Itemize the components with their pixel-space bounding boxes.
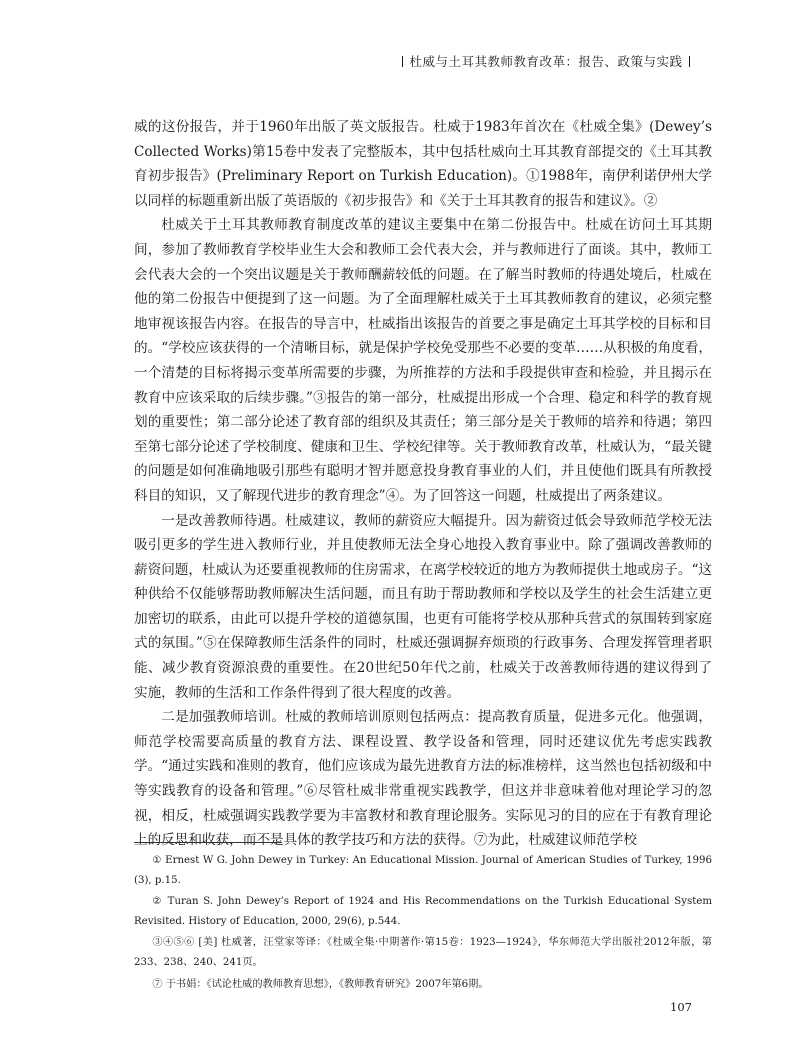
running-head <box>396 52 696 70</box>
running-head-bar-left <box>402 56 404 67</box>
footnotes <box>134 851 712 996</box>
body-paragraph-1: 威的这份报告，并于1960年出版了英文版报告。杜威于1983年首次在《杜威全集》(Dewey’s Collected Works)第15卷中发表了完整版本，其中包括杜威向土耳其教育部提交的《土耳其教育初步报告》(Preliminary Report on Turkish Education)。①1988年，南伊利诺伊州大学以同样的标题重新出版了英语版的《初步报告》和《关于土耳其教育的报告和建议》。② <box>134 119 712 209</box>
page-number: 107 <box>670 1000 692 1014</box>
footnote-1: ① Ernest W G. John Dewey in Turkey: An Educational Mission. Journal of American Studies of Turkey, 1996 (3), p.15. <box>134 855 712 886</box>
body-paragraph-2: 杜威关于土耳其教师教育制度改革的建议主要集中在第二份报告中。杜威在访问土耳其期间，参加了教师教育学校毕业生大会和教师工会代表大会，并与教师进行了面谈。其中，教师工会代表大会的一个突出议题是关于教师酬薪较低的问题。在了解当时教师的待遇处境后，杜威在他的第二份报告中便提到了这一问题。为了全面理解杜威关于土耳其教师教育的建议，必须完整地审视该报告内容。在报告的导言中，杜威指出该报告的首要之事是确定土耳其学校的目标和目的。“学校应该获得的一个清晰目标，就是保护学校免受那些不必要的变革……从积极的角度看，一个清楚的目标将揭示变革所需要的步骤，为所推荐的方法和手段提供审查和检验，并且揭示在教育中应该采取的后续步骤。”③报告的第一部分，杜威提出形成一个合理、稳定和科学的教育规划的重要性；第二部分论述了教育部的组织及其责任；第三部分是关于教师的培养和待遇；第四至第七部分论述了学校制度、健康和卫生、学校纪律等。关于教师教育改革，杜威认为，“最关键的问题是如何准确地吸引那些有聪明才智并愿意投身教育事业的人们，并且使他们既具有所教授科目的知识，又了解现代进步的教育理念”④。为了回答这一问题，杜威提出了两条建议。 <box>134 217 712 504</box>
body-paragraph-3: 一是改善教师待遇。杜威建议，教师的薪资应大幅提升。因为薪资过低会导致师范学校无法吸引更多的学生进入教师行业，并且使教师无法全身心地投入教育事业中。除了强调改善教师的薪资问题，杜威认为还要重视教师的住房需求，在离学校较近的地方为教师提供土地或房子。“这种供给不仅能够帮助教师解决生活问题，而且有助于帮助教师和学校以及学生的社会生活建立更加密切的联系，由此可以提升学校的道德氛围，也更有可能将学校从那种兵营式的氛围转到家庭式的氛围。”⑤在保障教师生活条件的同时，杜威还强调摒弃烦琐的行政事务、合理发挥管理者职能、减少教育资源浪费的重要性。在20世纪50年代之前，杜威关于改善教师待遇的建议得到了实施，教师的生活和工作条件得到了很大程度的改善。 <box>134 512 712 701</box>
running-head-title: 杜威与土耳其教师教育改革：报告、政策与实践 <box>409 54 683 69</box>
running-head-bar-right <box>689 56 691 67</box>
body-paragraph-4: 二是加强教师培训。杜威的教师培训原则包括两点：提高教育质量，促进多元化。他强调，师范学校需要高质量的教育方法、课程设置、教学设备和管理，同时还建议优先考虑实践教学。“通过实践和准则的教育，他们应该成为最先进教育方法的标准榜样，这当然也包括初级和中等实践教育的设备和管理。”⑥尽管杜威非常重视实践教学，但这并非意味着他对理论学习的忽视，相反，杜威强调实践教学要为丰富教材和教育理论服务。实际见习的目的应在于有教育理论上的反思和收获，而不是具体的教学技巧和方法的获得。⑦为此，杜威建议师范学校 <box>134 709 712 849</box>
footnote-3: ③④⑤⑥ [美] 杜威著，汪堂家等译：《杜威全集·中期著作·第15卷：1923—1924》，华东师范大学出版社2012年版，第233、238、240、241页。 <box>134 937 712 968</box>
footnote-divider <box>134 842 282 843</box>
footnote-2: ② Turan S. John Dewey’s Report of 1924 and His Recommendations on the Turkish Educational System Revisited. History of Education, 2000, 29(6), p.544. <box>134 896 712 927</box>
body-text <box>134 115 712 853</box>
footnote-4: ⑦ 于书娟：《试论杜威的教师教育思想》，《教师教育研究》2007年第6期。 <box>152 978 489 990</box>
